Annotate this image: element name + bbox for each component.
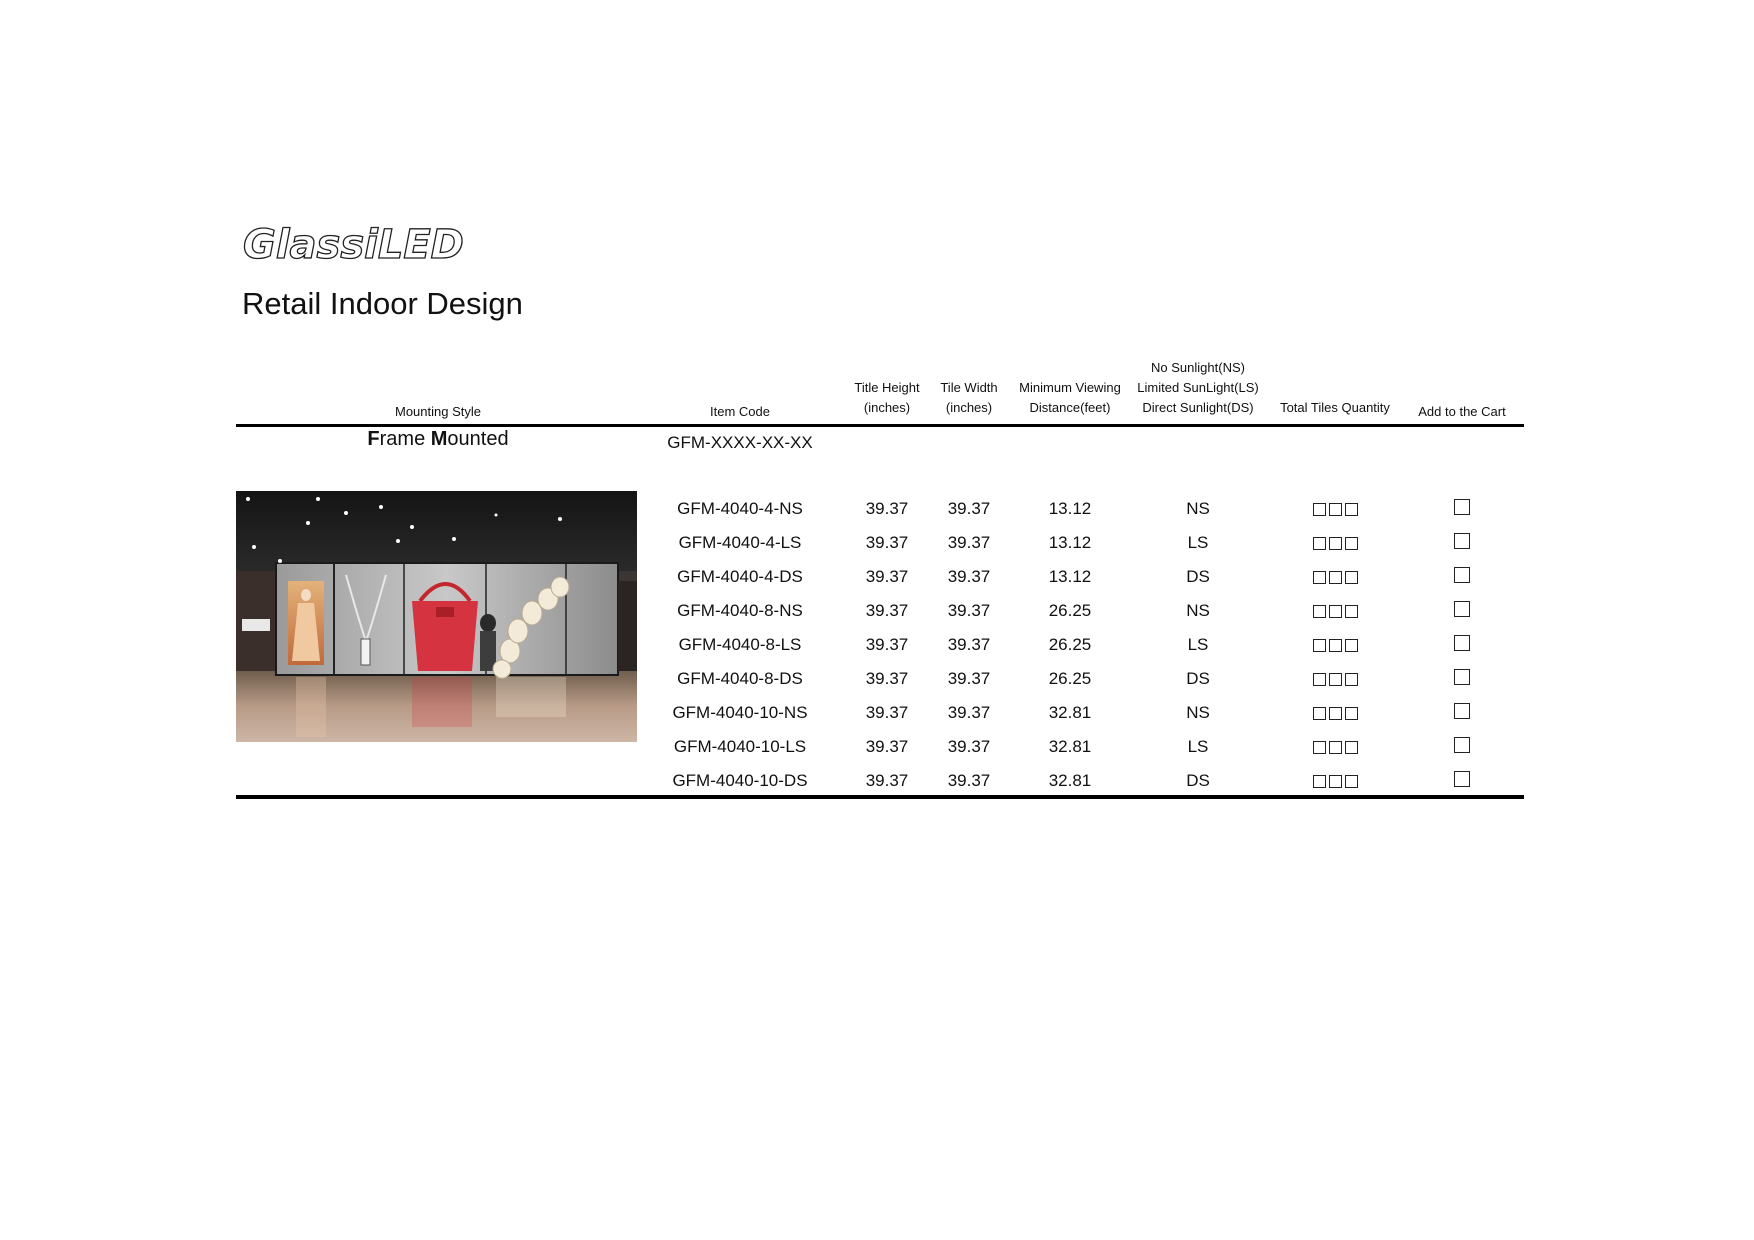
sunlight-cell: LS bbox=[1187, 737, 1209, 756]
total-tiles-quantity[interactable] bbox=[1264, 696, 1406, 730]
viewing-distance-cell: 26.25 bbox=[1048, 669, 1092, 688]
tile-width-cell: 39.37 bbox=[947, 533, 991, 552]
item-code-cell: GFM-4040-10-LS bbox=[673, 737, 807, 756]
empty-square-icon[interactable] bbox=[1313, 605, 1326, 618]
table-row bbox=[0, 594, 1754, 628]
header-item-code: Item Code bbox=[710, 404, 770, 419]
header-min-viewing bbox=[1008, 378, 1132, 418]
viewing-distance-cell: 13.12 bbox=[1048, 533, 1092, 552]
add-to-cart-checkbox[interactable] bbox=[1454, 771, 1470, 787]
mounting-rest-a: rame bbox=[379, 428, 431, 450]
total-tiles-quantity[interactable] bbox=[1264, 730, 1406, 764]
table-row bbox=[0, 526, 1754, 560]
empty-square-icon[interactable] bbox=[1329, 571, 1342, 584]
tile-width-cell: 39.37 bbox=[947, 499, 991, 518]
table-row bbox=[0, 628, 1754, 662]
header-tile-width bbox=[926, 378, 1012, 418]
add-to-cart-checkbox[interactable] bbox=[1454, 533, 1470, 549]
add-to-cart-checkbox[interactable] bbox=[1454, 601, 1470, 617]
item-code-cell: GFM-4040-4-DS bbox=[677, 567, 803, 586]
tile-width-cell: 39.37 bbox=[947, 737, 991, 756]
total-tiles-quantity[interactable] bbox=[1264, 492, 1406, 526]
sunlight-cell: NS bbox=[1186, 601, 1210, 620]
tile-height-cell: 39.37 bbox=[865, 669, 909, 688]
add-to-cart-checkbox[interactable] bbox=[1454, 567, 1470, 583]
empty-square-icon[interactable] bbox=[1329, 707, 1342, 720]
total-tiles-quantity[interactable] bbox=[1264, 764, 1406, 798]
item-code-cell: GFM-4040-10-NS bbox=[672, 703, 808, 722]
total-tiles-quantity[interactable] bbox=[1264, 594, 1406, 628]
empty-square-icon[interactable] bbox=[1313, 775, 1326, 788]
add-to-cart-cell bbox=[1400, 560, 1524, 594]
viewing-distance-cell: 32.81 bbox=[1048, 771, 1092, 790]
tile-width-cell: 39.37 bbox=[947, 669, 991, 688]
empty-square-icon[interactable] bbox=[1329, 741, 1342, 754]
viewing-distance-cell: 32.81 bbox=[1048, 703, 1092, 722]
add-to-cart-cell bbox=[1400, 764, 1524, 798]
tile-height-cell: 39.37 bbox=[865, 635, 909, 654]
empty-square-icon[interactable] bbox=[1329, 639, 1342, 652]
tile-width-cell: 39.37 bbox=[947, 635, 991, 654]
sunlight-cell: DS bbox=[1186, 567, 1210, 586]
empty-square-icon[interactable] bbox=[1345, 571, 1358, 584]
add-to-cart-checkbox[interactable] bbox=[1454, 499, 1470, 515]
header-tile-height-line2: (inches) bbox=[863, 400, 911, 415]
header-min-viewing-line2: Distance(feet) bbox=[1029, 400, 1111, 415]
sunlight-cell: LS bbox=[1187, 635, 1209, 654]
empty-square-icon[interactable] bbox=[1313, 503, 1326, 516]
table-row bbox=[0, 662, 1754, 696]
empty-square-icon[interactable] bbox=[1329, 673, 1342, 686]
page-title: Retail Indoor Design bbox=[242, 286, 523, 321]
total-tiles-quantity[interactable] bbox=[1264, 628, 1406, 662]
header-sunlight-line1: No Sunlight(NS) bbox=[1151, 360, 1245, 375]
viewing-distance-cell: 26.25 bbox=[1048, 601, 1092, 620]
add-to-cart-cell bbox=[1400, 662, 1524, 696]
item-code-cell: GFM-4040-8-DS bbox=[677, 669, 803, 688]
empty-square-icon[interactable] bbox=[1313, 673, 1326, 686]
header-tile-width-line1: Tile Width bbox=[940, 380, 998, 395]
total-tiles-quantity[interactable] bbox=[1264, 662, 1406, 696]
empty-square-icon[interactable] bbox=[1329, 775, 1342, 788]
empty-square-icon[interactable] bbox=[1345, 503, 1358, 516]
tile-height-cell: 39.37 bbox=[865, 703, 909, 722]
empty-square-icon[interactable] bbox=[1313, 571, 1326, 584]
add-to-cart-cell bbox=[1400, 730, 1524, 764]
tile-height-cell: 39.37 bbox=[865, 737, 909, 756]
mounting-style-label bbox=[236, 428, 640, 451]
empty-square-icon[interactable] bbox=[1345, 537, 1358, 550]
header-total-tiles: Total Tiles Quantity bbox=[1280, 400, 1390, 415]
add-to-cart-cell bbox=[1400, 594, 1524, 628]
tile-height-cell: 39.37 bbox=[865, 771, 909, 790]
table-row bbox=[0, 696, 1754, 730]
empty-square-icon[interactable] bbox=[1313, 639, 1326, 652]
sunlight-cell: NS bbox=[1186, 703, 1210, 722]
mounting-rest-b: ounted bbox=[447, 428, 509, 450]
table-top-rule bbox=[236, 424, 1524, 427]
empty-square-icon[interactable] bbox=[1329, 537, 1342, 550]
tile-height-cell: 39.37 bbox=[865, 499, 909, 518]
add-to-cart-checkbox[interactable] bbox=[1454, 703, 1470, 719]
sunlight-cell: DS bbox=[1186, 669, 1210, 688]
add-to-cart-checkbox[interactable] bbox=[1454, 737, 1470, 753]
header-sunlight bbox=[1128, 358, 1268, 418]
mounting-initial-f: F bbox=[367, 428, 380, 450]
viewing-distance-cell: 26.25 bbox=[1048, 635, 1092, 654]
mounting-initial-m: M bbox=[430, 428, 448, 450]
tile-height-cell: 39.37 bbox=[865, 601, 909, 620]
viewing-distance-cell: 13.12 bbox=[1048, 567, 1092, 586]
item-code-cell: GFM-4040-4-LS bbox=[678, 533, 802, 552]
empty-square-icon[interactable] bbox=[1345, 673, 1358, 686]
header-tile-height bbox=[842, 378, 932, 418]
table-row bbox=[0, 560, 1754, 594]
item-code-cell: GFM-4040-4-NS bbox=[677, 499, 803, 518]
item-code-cell: GFM-4040-8-LS bbox=[678, 635, 802, 654]
add-to-cart-checkbox[interactable] bbox=[1454, 635, 1470, 651]
brand-logo: GlassiLED bbox=[243, 222, 464, 268]
sunlight-cell: LS bbox=[1187, 533, 1209, 552]
table-row bbox=[0, 764, 1754, 798]
table-row bbox=[0, 730, 1754, 764]
tile-width-cell: 39.37 bbox=[947, 601, 991, 620]
header-tile-height-line1: Title Height bbox=[854, 380, 920, 395]
empty-square-icon[interactable] bbox=[1329, 503, 1342, 516]
table-row bbox=[0, 492, 1754, 526]
empty-square-icon[interactable] bbox=[1345, 707, 1358, 720]
item-code-cell: GFM-4040-10-DS bbox=[672, 771, 808, 790]
item-code-template: GFM-XXXX-XX-XX bbox=[667, 433, 813, 452]
header-tile-width-line2: (inches) bbox=[945, 400, 993, 415]
header-sunlight-line3: Direct Sunlight(DS) bbox=[1142, 400, 1254, 415]
empty-square-icon[interactable] bbox=[1345, 775, 1358, 788]
add-to-cart-checkbox[interactable] bbox=[1454, 669, 1470, 685]
sunlight-cell: DS bbox=[1186, 771, 1210, 790]
add-to-cart-cell bbox=[1400, 526, 1524, 560]
empty-square-icon[interactable] bbox=[1345, 639, 1358, 652]
total-tiles-quantity[interactable] bbox=[1264, 526, 1406, 560]
header-min-viewing-line1: Minimum Viewing bbox=[1019, 380, 1121, 395]
empty-square-icon[interactable] bbox=[1345, 741, 1358, 754]
table-bottom-rule bbox=[236, 795, 1524, 799]
item-code-cell: GFM-4040-8-NS bbox=[677, 601, 803, 620]
sunlight-cell: NS bbox=[1186, 499, 1210, 518]
add-to-cart-cell bbox=[1400, 628, 1524, 662]
tile-height-cell: 39.37 bbox=[865, 533, 909, 552]
tile-width-cell: 39.37 bbox=[947, 771, 991, 790]
empty-square-icon[interactable] bbox=[1313, 707, 1326, 720]
header-add-to-cart: Add to the Cart bbox=[1418, 404, 1506, 419]
add-to-cart-cell bbox=[1400, 492, 1524, 526]
tile-width-cell: 39.37 bbox=[947, 567, 991, 586]
viewing-distance-cell: 13.12 bbox=[1048, 499, 1092, 518]
add-to-cart-cell bbox=[1400, 696, 1524, 730]
empty-square-icon[interactable] bbox=[1345, 605, 1358, 618]
tile-height-cell: 39.37 bbox=[865, 567, 909, 586]
tile-width-cell: 39.37 bbox=[947, 703, 991, 722]
empty-square-icon[interactable] bbox=[1329, 605, 1342, 618]
total-tiles-quantity[interactable] bbox=[1264, 560, 1406, 594]
empty-square-icon[interactable] bbox=[1313, 537, 1326, 550]
header-sunlight-line2: Limited SunLight(LS) bbox=[1137, 380, 1259, 395]
header-mounting-style: Mounting Style bbox=[395, 404, 481, 419]
empty-square-icon[interactable] bbox=[1313, 741, 1326, 754]
viewing-distance-cell: 32.81 bbox=[1048, 737, 1092, 756]
